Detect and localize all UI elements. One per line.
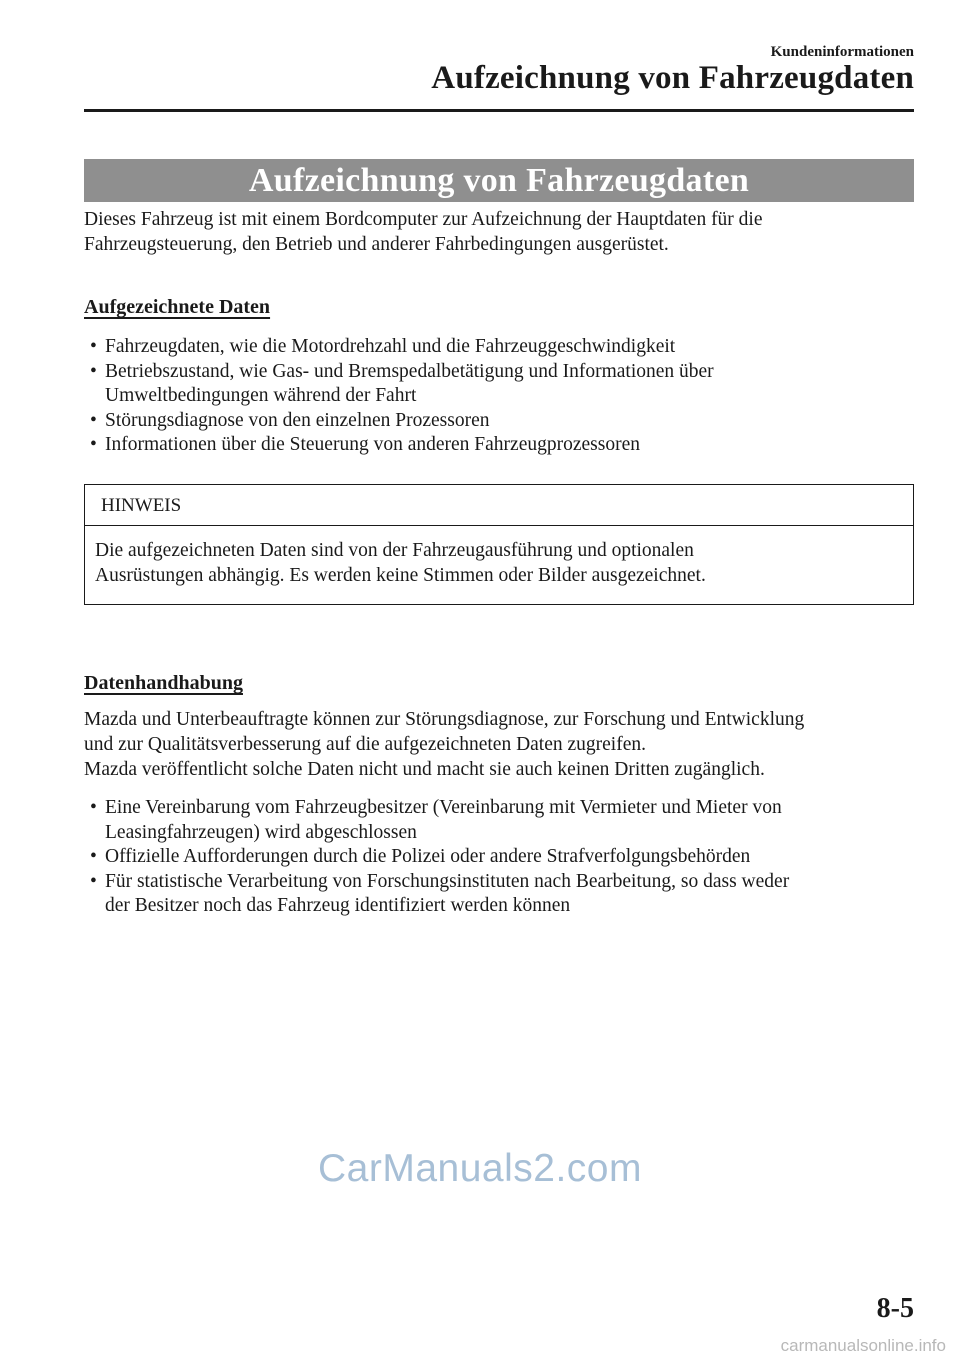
intro-line: Dieses Fahrzeug ist mit einem Bordcomputer zur Aufzeichnung der Hauptdaten für die: [84, 209, 763, 230]
bullet-icon: •: [90, 870, 97, 892]
bullet-icon: •: [90, 360, 97, 382]
list-item: • Für statistische Verarbeitung von Forschungsinstituten nach Bearbeitung, so dass weder der Besitzer noch das Fahrzeug identifiziert werden können: [90, 870, 790, 916]
bullet-icon: •: [90, 409, 97, 431]
note-heading: HINWEIS: [85, 485, 913, 526]
section-banner: Aufzeichnung von Fahrzeugdaten: [84, 159, 914, 202]
note-line: Ausrüstungen abhängig. Es werden keine Stimmen oder Bilder ausgezeichnet.: [95, 565, 706, 586]
header-rule: [84, 109, 914, 112]
list-item: • Informationen über die Steuerung von anderen Fahrzeugprozessoren: [90, 433, 914, 458]
header-title: Aufzeichnung von Fahrzeugdaten: [431, 60, 914, 96]
handling-line: Mazda veröffentlicht solche Daten nicht und macht sie auch keinen Dritten zugänglich.: [84, 759, 765, 780]
list-item: • Fahrzeugdaten, wie die Motordrehzahl und die Fahrzeuggeschwindigkeit: [90, 335, 914, 360]
watermark: CarManuals2.com: [318, 1147, 642, 1190]
list-item: • Offizielle Aufforderungen durch die Polizei oder andere Strafverfolgungsbehörden: [90, 845, 914, 870]
recorded-data-heading: Aufgezeichnete Daten: [84, 296, 271, 318]
page-number: 8-5: [876, 1293, 914, 1324]
note-box: [84, 484, 914, 605]
bullet-icon: •: [90, 846, 97, 867]
bullet-icon: •: [90, 336, 97, 357]
data-handling-list: [90, 796, 914, 919]
bullet-icon: •: [90, 434, 97, 455]
intro-line: Fahrzeugsteuerung, den Betrieb und anderer Fahrbedingungen ausgerüstet.: [84, 234, 669, 255]
note-body: [85, 526, 913, 588]
note-line: Die aufgezeichneten Daten sind von der Fahrzeugausführung und optionalen: [95, 540, 694, 561]
footer-site-link[interactable]: carmanualsonline.info: [780, 1336, 946, 1355]
intro-paragraph: [84, 207, 914, 257]
list-item: • Betriebszustand, wie Gas- und Bremspedalbetätigung und Informationen über Umweltbedingungen während der Fahrt: [90, 360, 714, 406]
data-handling-heading: Datenhandhabung: [84, 672, 243, 694]
bullet-icon: •: [90, 797, 97, 818]
handling-line: und zur Qualitätsverbesserung auf die aufgezeichneten Daten zugreifen.: [84, 734, 646, 755]
handling-paragraph: [84, 707, 914, 782]
handling-line: Mazda und Unterbeauftragte können zur Störungsdiagnose, zur Forschung und Entwicklung: [84, 709, 805, 730]
header-chapter: Kundeninformationen: [770, 44, 914, 60]
list-item: • Störungsdiagnose von den einzelnen Prozessoren: [90, 409, 914, 434]
list-item: • Eine Vereinbarung vom Fahrzeugbesitzer (Vereinbarung mit Vermieter und Mieter von Leasingfahrzeugen) wird abgeschlossen: [90, 797, 782, 843]
recorded-data-list: [90, 335, 914, 458]
